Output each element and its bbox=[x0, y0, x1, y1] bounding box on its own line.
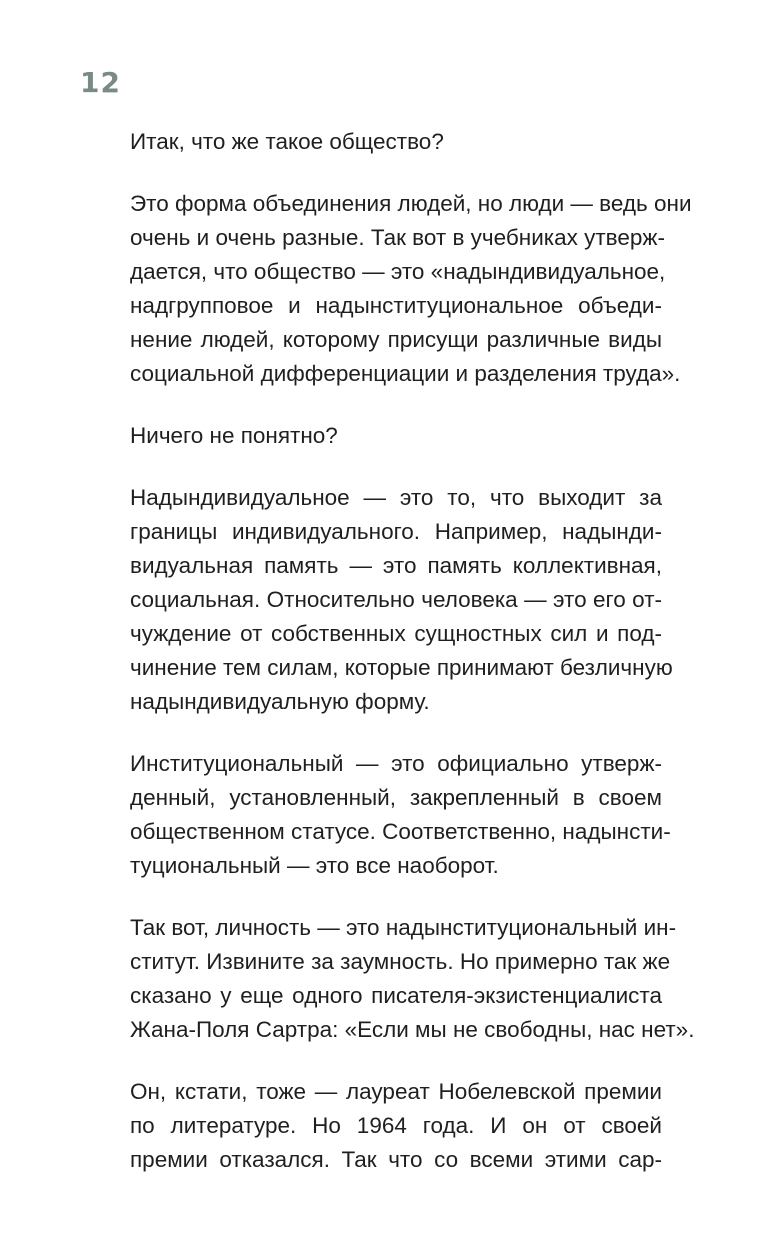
text-line: Итак, что же такое общество? bbox=[130, 129, 444, 154]
text-line: границы индивидуального. Например, надынди- bbox=[130, 519, 662, 544]
text-line: Жана-Поля Сартра: «Если мы не свободны, нас нет». bbox=[130, 1017, 695, 1042]
text-line: премии отказался. Так что со всеми этими сар- bbox=[130, 1147, 662, 1172]
text-line: Институциональный — это официально утверж- bbox=[130, 751, 662, 776]
text-line: социальная. Относительно человека — это его от- bbox=[130, 587, 662, 612]
text-line: ститут. Извините за заумность. Но примерно так же bbox=[130, 949, 671, 974]
text-line: социальной дифференциации и разделения труда». bbox=[130, 361, 681, 386]
text-line: нение людей, которому присущи различные виды bbox=[130, 327, 662, 352]
paragraph bbox=[130, 419, 662, 453]
text-line: надындивидуальную форму. bbox=[130, 689, 430, 714]
text-line: сказано у еще одного писателя-экзистенциалиста bbox=[130, 983, 662, 1008]
paragraph bbox=[130, 911, 695, 1047]
text-line: Так вот, личность — это надынституциональный ин- bbox=[130, 915, 677, 940]
text-line: чинение тем силам, которые принимают безличную bbox=[130, 655, 673, 680]
paragraph bbox=[130, 481, 673, 719]
text-line: по литературе. Но 1964 года. И он от своей bbox=[130, 1113, 662, 1138]
text-line: Надындивидуальное — это то, что выходит за bbox=[130, 485, 662, 510]
text-line: надгрупповое и надынституциональное объеди- bbox=[130, 293, 662, 318]
text-line: Он, кстати, тоже — лауреат Нобелевской премии bbox=[130, 1079, 662, 1104]
text-line: чуждение от собственных сущностных сил и под- bbox=[130, 621, 662, 646]
text-line: видуальная память — это память коллективная, bbox=[130, 553, 662, 578]
text-line: общественном статусе. Соответственно, надынсти- bbox=[130, 819, 671, 844]
paragraph bbox=[130, 187, 692, 391]
text-line: денный, установленный, закрепленный в своем bbox=[130, 785, 662, 810]
paragraph bbox=[130, 747, 671, 883]
text-line: дается, что общество — это «надындивидуальное, bbox=[130, 259, 666, 284]
text-line: Это форма объединения людей, но люди — ведь они bbox=[130, 191, 692, 216]
paragraph bbox=[130, 125, 662, 159]
page-number: 12 bbox=[80, 66, 121, 99]
text-line: Ничего не понятно? bbox=[130, 423, 338, 448]
text-line: туциональный — это все наоборот. bbox=[130, 853, 499, 878]
paragraph bbox=[130, 1075, 662, 1177]
text-line: очень и очень разные. Так вот в учебниках утверж- bbox=[130, 225, 665, 250]
body-text bbox=[130, 125, 695, 1205]
